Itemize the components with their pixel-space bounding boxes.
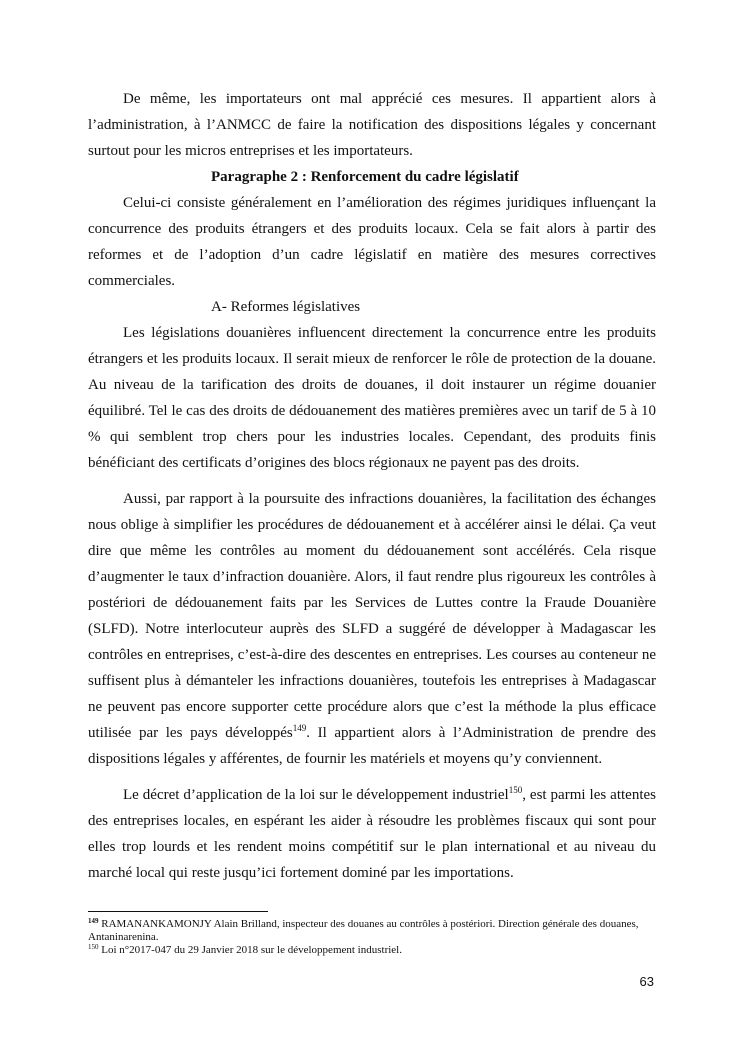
footnote-mark-150: 150: [88, 943, 99, 951]
body-text: [88, 86, 656, 886]
footnote-text-149: RAMANANKAMONJY Alain Brilland, inspecteur des douanes au contrôles à postériori. Direction générale des douanes, Antaninarenina.: [88, 918, 639, 943]
footnote-150: [88, 944, 656, 957]
paragraph-4-text-b: . Il appartient alors à l’Administration de prendre des dispositions légales y afférentes, de fournir les matériels et moyens qu’y conviennent.: [88, 725, 656, 767]
footnote-ref-149[interactable]: 149: [292, 723, 307, 733]
subsection-heading: A- Reformes législatives: [211, 299, 361, 315]
paragraph-1: De même, les importateurs ont mal apprécié ces mesures. Il appartient alors à l’administration, à l’ANMCC de faire la notification des dispositions légales y concernant surtout pour les micros entreprises et les importateurs.: [88, 91, 656, 159]
footnote-ref-150[interactable]: 150: [508, 785, 523, 795]
paragraph-2: Celui-ci consiste généralement en l’amélioration des régimes juridiques influençant la concurrence des produits étrangers et des produits locaux. Cela se fait alors à partir des reformes et de l’adoption d’un cadre législatif en matière des mesures correctives commerciales.: [88, 195, 656, 289]
paragraph-3-text: Les législations douanières influencent directement la concurrence entre les produits étrangers et les produits locaux. Il serait mieux de renforcer le rôle de protection de la douane. Au niveau de la tarification des droits de douanes, il doit instaurer un régime douanier équilibré. Tel le cas des droits de dédouanement des matières premières avec un tarif de 5 à 10 % qui semblent trop chers pour les industries locales. Cependant, des produits finis bénéficiant des certificats d’origines des blocs régionaux ne payent pas des droits.: [88, 325, 656, 471]
paragraph-4-text-a: Aussi, par rapport à la poursuite des infractions douanières, la facilitation des échanges nous oblige à simplifier les procédures de dédouanement et à accélérer ainsi le délai. Ça veut dire que même les contrôles au moment du dédouanement sont accélérés. Cela risque d’augmenter le taux d’infraction douanière. Alors, il faut rendre plus rigoureux les contrôles à postériori de dédouanement faits par les Services de Luttes contre la Fraude Douanière (SLFD). Notre interlocuteur auprès des SLFD a suggéré de développer à Madagascar les contrôles en entreprises, c’est-à-dire des descentes en entreprises. Les courses au conteneur ne suffisent plus à démanteler les infractions douanières, toutefois les entreprises à Madagascar ne peuvent pas encore supporter cette procédure alors que c’est la méthode la plus efficace utilisée par les pays développés: [88, 491, 656, 741]
paragraph-4: [88, 486, 656, 772]
footnote-149: [88, 918, 656, 944]
page-number: 63: [639, 974, 654, 989]
footnote-text-150: Loi n°2017-047 du 29 Janvier 2018 sur le développement industriel.: [98, 944, 402, 956]
paragraph-5-text-b: , est parmi les attentes des entreprises locales, en espérant les aider à résoudre les problèmes fiscaux qui sont pour elles trop lourds et les rendent moins compétitif sur le plan international et au niveau du marché local qui reste jusqu’ici fortement dominé par les importations.: [88, 787, 656, 881]
footnotes: [88, 918, 656, 957]
paragraph-5-text-a: Le décret d’application de la loi sur le développement industriel: [123, 787, 509, 803]
paragraph-3: [88, 320, 656, 476]
footnote-separator: [88, 911, 268, 912]
footnote-mark-149: 149: [88, 917, 99, 925]
section-heading: Paragraphe 2 : Renforcement du cadre législatif: [211, 169, 519, 185]
paragraph-5: [88, 782, 656, 886]
